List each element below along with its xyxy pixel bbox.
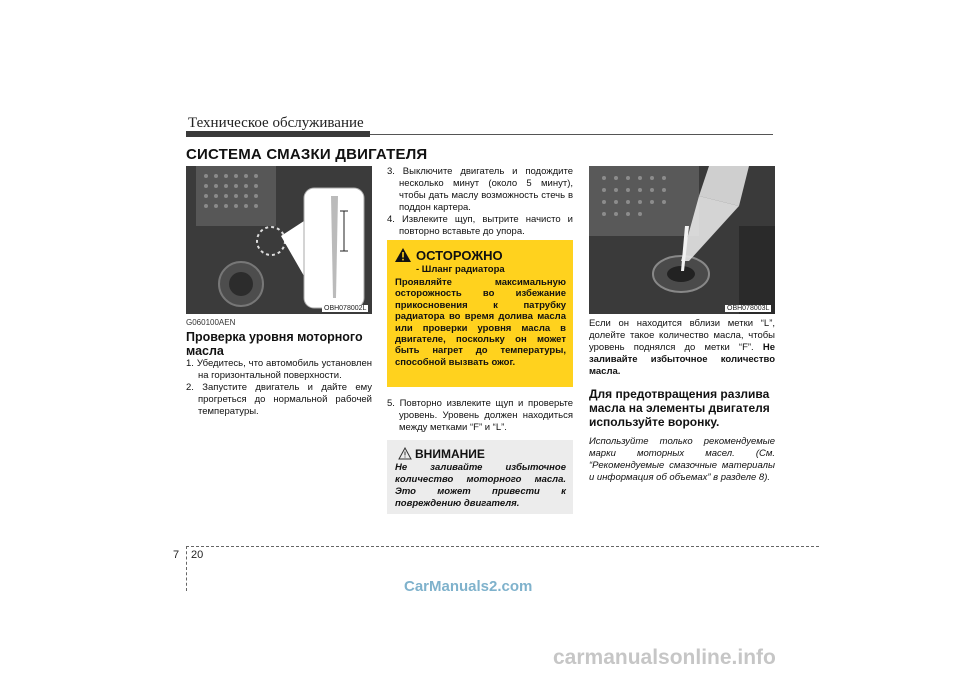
section-code: G060100AEN [186,318,236,327]
watermark-carmanualsonline: carmanualsonline.info [553,646,776,669]
refill-warning-bold: Не заливайте избыточное количество масла. [589,342,776,377]
notice-triangle-icon [398,447,412,460]
recommended-oil-note: Используйте только рекомендуемые марки моторных масел. (См. “Рекомендуемые смазочные материалы и информация об объемах” в разделе 8). [589,436,775,483]
steps-list-2 [387,166,573,238]
figure-1-caption: OBH078002L [324,305,367,312]
oil-level-heading: Проверка уровня моторного масла [186,330,363,358]
caution-text: Проявляйте максимальную осторожность во избежание прикосновения к патрубку радиатора во время долива масла или проверки уровня масла в двигателе, поскольку он может быть нагрет до температуры, способной вызвать ожог. [395,277,566,368]
chapter-number: 7 [173,549,180,561]
step-5-block [387,398,573,434]
oil-filling-illustration [589,166,775,314]
refill-paragraph [589,318,775,378]
step-4: 4. Извлеките щуп, вытрите начисто и повторно вставьте до упора. [387,214,573,237]
refill-text: Если он находится вблизи метки “L”, долейте такое количество масла, чтобы уровень поднялся до метки “F”. [589,318,775,353]
footer-rule [186,546,819,547]
warning-triangle-icon [395,248,411,262]
steps-list-1 [186,358,372,418]
header-bar [186,131,370,137]
funnel-heading: Для предотвращения разлива масла на элементы двигателя используйте воронку. [589,387,770,429]
footer-vertical-rule [186,546,187,591]
notice-text: Не заливайте избыточное количество моторного масла. Это может привести к повреждению двигателя. [395,462,566,509]
notice-title: ВНИМАНИЕ [415,447,485,461]
figure-2-caption: OBH078003L [727,305,770,312]
step-3: 3. Выключите двигатель и подождите несколько минут (около 5 минут), чтобы дать маслу возможность стечь в поддон картера. [387,166,573,213]
page-number: 20 [191,549,204,561]
header-title: Техническое обслуживание [188,115,364,131]
section-title: СИСТЕМА СМАЗКИ ДВИГАТЕЛЯ [186,146,428,163]
step-1: 1. Убедитесь, что автомобиль установлен на горизонтальной поверхности. [186,358,372,381]
header-rule [370,134,773,135]
figure-funnel-photo [589,166,775,314]
caution-box [387,240,573,387]
caution-subtitle: - Шланг радиатора [416,264,505,275]
engine-dipstick-illustration [186,166,372,314]
figure-dipstick-photo [186,166,372,314]
step-5: 5. Повторно извлеките щуп и проверьте уровень. Уровень должен находиться между метками “F” и “L”. [387,398,573,433]
caution-title: ОСТОРОЖНО [416,248,503,263]
step-2: 2. Запустите двигатель и дайте ему прогреться до нормальной рабочей температуры. [186,382,372,417]
notice-box [387,440,573,514]
watermark-carmanuals2: CarManuals2.com [404,578,533,595]
